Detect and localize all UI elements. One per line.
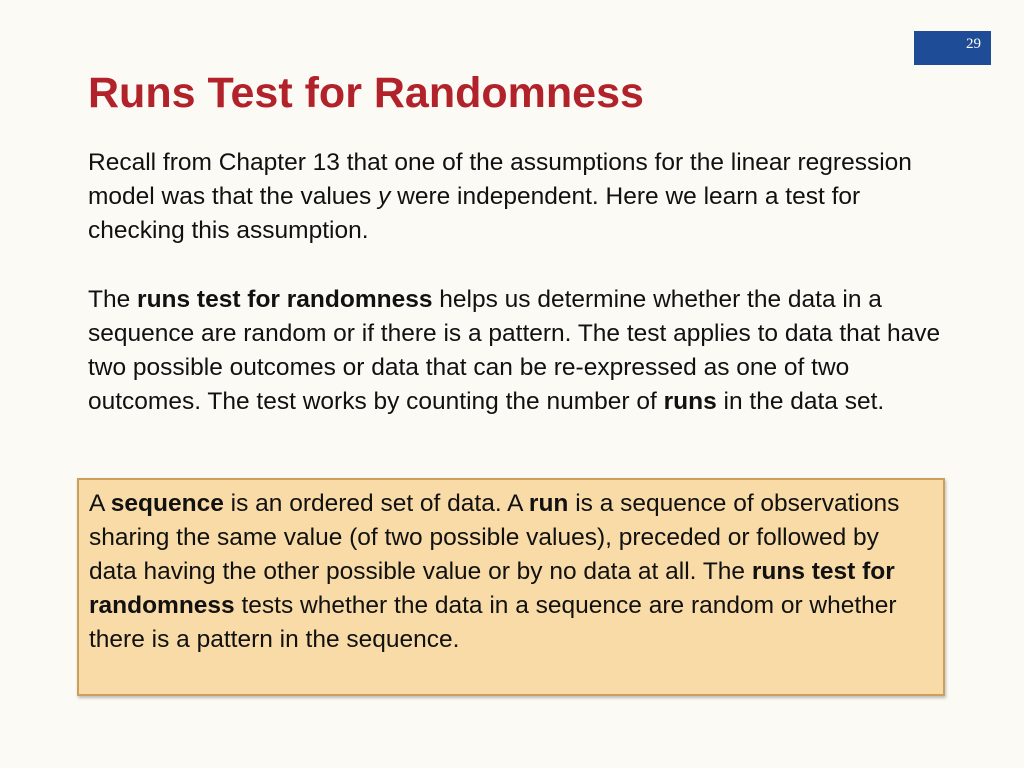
term-runs-test: runs test for randomness <box>137 286 433 313</box>
definition-callout-box <box>77 478 945 696</box>
variable-y: y <box>378 183 391 210</box>
intro-paragraph <box>88 146 948 248</box>
runs-text-1: The <box>88 286 138 313</box>
intro-text-1: Recall from Chapter 13 that one of the assumptions for the linear regression model was that the values <box>88 149 912 210</box>
term-sequence: sequence <box>110 490 224 517</box>
page-number-badge <box>914 31 991 65</box>
term-runs: runs <box>663 388 717 415</box>
def-text-3: is a sequence of observations sharing the same value (of two possible values), preceded or followed by data having the other possible value or by no data at all. The <box>89 490 900 585</box>
def-text-2: is an ordered set of data. A <box>223 490 529 517</box>
term-run: run <box>528 490 569 517</box>
intro-text-2: were independent. Here we learn a test for checking this assumption. <box>88 183 861 244</box>
term-runs-test-callout: runs test for randomness <box>89 558 895 619</box>
slide-title: Runs Test for Randomness <box>88 69 644 117</box>
page-number: 29 <box>966 36 981 52</box>
runs-text-3: in the data set. <box>716 388 885 415</box>
runs-test-paragraph <box>88 283 948 419</box>
definition-text <box>89 487 933 657</box>
def-text-4: tests whether the data in a sequence are random or whether there is a pattern in the sequence. <box>89 592 897 653</box>
runs-text-2: helps us determine whether the data in a sequence are random or if there is a pattern. The test applies to data that have two possible outcomes or data that can be re-expressed as one of two outcomes. The test works by counting the number of <box>88 286 941 415</box>
def-text-1: A <box>89 490 111 517</box>
